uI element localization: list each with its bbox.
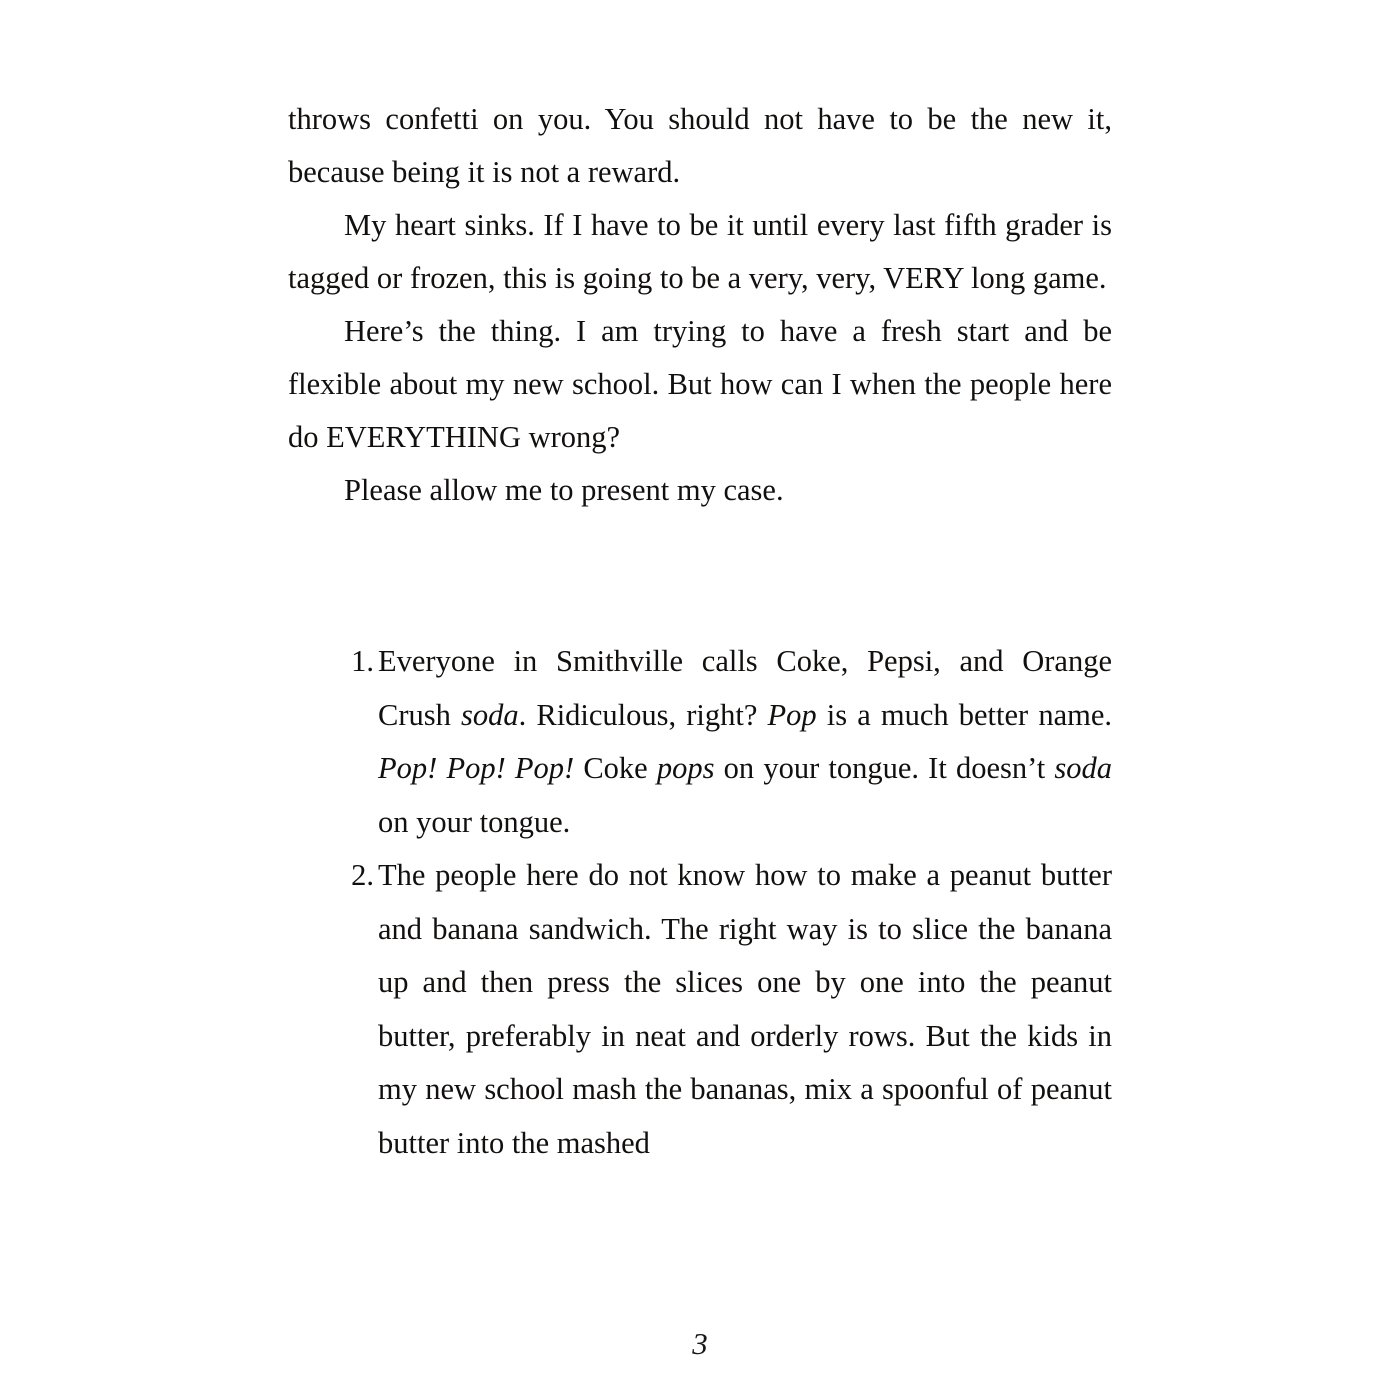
list-item [288,635,1112,849]
list-item-text: The people here do not know how to make a peanut butter and banana sandwich. The right way is to slice the banana up and then press the slices one by one into the peanut butter, preferably in neat and orderly rows. But the kids in my new school mash the bananas, mix a spoonful of peanut butter into the mashed [378,858,1112,1160]
page-number: 3 [692,1326,708,1361]
paragraph-present-my-case: Please allow me to present my case. [344,473,784,507]
list-item-marker: 1. [351,644,374,678]
numbered-case-list [288,635,1112,1170]
paragraph-heres-the-thing: Here’s the thing. I am trying to have a fresh start and be flexible about my new school. But how can I when the people here do EVERYTHING wrong? [288,314,1112,454]
paragraph-continued: throws confetti on you. You should not have to be the new it, because being it is not a reward. [288,102,1112,189]
paragraph-heart-sinks: My heart sinks. If I have to be it until every last fifth grader is tagged or frozen, this is going to be a very, very, VERY long game. [288,208,1112,295]
list-item [288,849,1112,1170]
body-text-block [288,93,1112,517]
list-item-marker: 2. [351,858,374,892]
list-item-text: Everyone in Smithville calls Coke, Pepsi, and Orange Crush soda. Ridiculous, right? Pop is a much better name. Pop! Pop! Pop! Coke pops on your tongue. It doesn’t soda on your tongue. [378,644,1112,839]
